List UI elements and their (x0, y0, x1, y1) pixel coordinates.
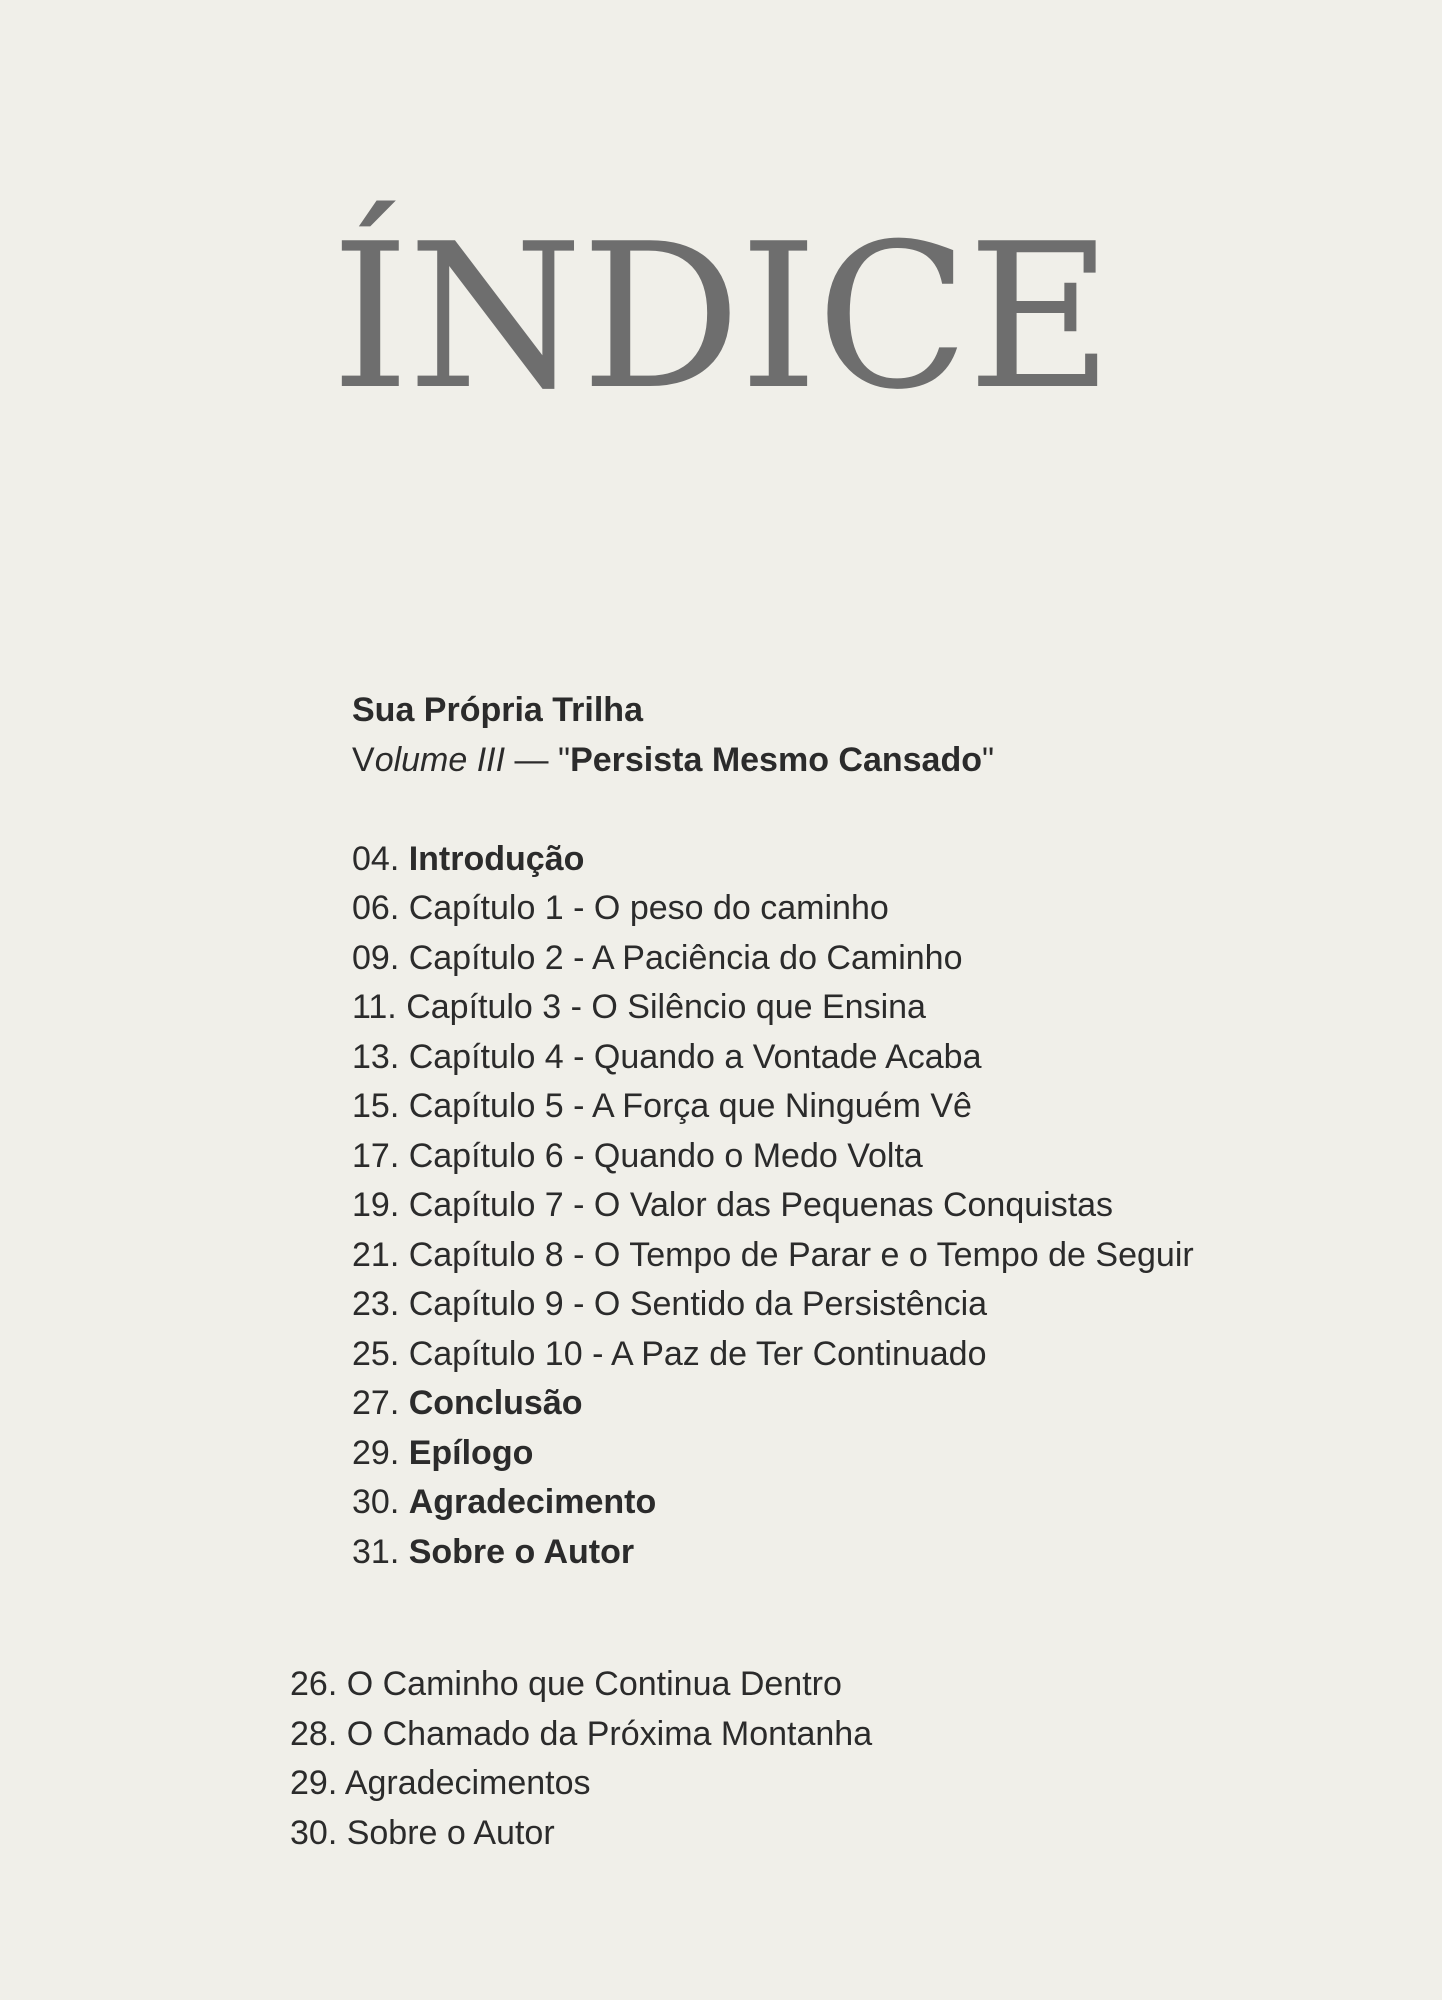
volume-label: olume III (374, 740, 506, 779)
toc-entries (352, 835, 1194, 1578)
toc-entry (352, 1231, 1194, 1281)
spacer (352, 785, 1194, 835)
extra-list (290, 1660, 872, 1858)
toc-entry-number: 21. (352, 1235, 400, 1274)
toc-entry-number: 19. (352, 1186, 400, 1224)
toc-entry-number: 31. (352, 1532, 400, 1571)
toc-entry-number: 09. (352, 938, 400, 977)
toc-entry-number: 17. (352, 1136, 400, 1175)
extra-list-item (290, 1809, 872, 1859)
toc-entry-text: Capítulo 4 - Quando a Vontade Acaba (408, 1037, 982, 1076)
toc-entry-number: 27. (352, 1384, 400, 1422)
toc-entry-text: Capítulo 7 - O Valor das Pequenas Conquistas (408, 1186, 1114, 1224)
extra-item-number: 26. (290, 1665, 338, 1703)
toc-entry (352, 1132, 1194, 1182)
toc-entry (352, 1379, 1194, 1429)
toc-entry-text: Sobre o Autor (408, 1532, 635, 1571)
toc-entry (352, 1528, 1194, 1578)
toc-entry-number: 29. (352, 1433, 400, 1472)
extra-item-number: 29. (290, 1764, 338, 1802)
toc-entry-number: 25. (352, 1334, 400, 1373)
volume-prefix: V (352, 740, 375, 779)
toc-entry-number: 04. (352, 839, 400, 878)
toc-entry (352, 1033, 1194, 1083)
toc-entry (352, 934, 1194, 984)
toc-entry (352, 1330, 1194, 1380)
toc-entry-text: Agradecimento (408, 1483, 657, 1521)
page-title: ÍNDICE (330, 201, 1112, 434)
subtitle-open-quote: " (557, 740, 571, 779)
toc-entry-text: Capítulo 1 - O peso do caminho (408, 889, 889, 927)
toc-entry-text: Capítulo 8 - O Tempo de Parar e o Tempo de Seguir (408, 1235, 1194, 1274)
toc-entry (352, 884, 1194, 934)
toc-entry-number: 13. (352, 1037, 400, 1076)
toc-entry-number: 06. (352, 889, 400, 927)
extra-list-item (290, 1710, 872, 1760)
toc-entry-text: Conclusão (408, 1384, 583, 1422)
toc-entry-text: Epílogo (408, 1433, 534, 1472)
toc-entry-text: Capítulo 3 - O Silêncio que Ensina (406, 988, 926, 1026)
toc-entry (352, 1082, 1194, 1132)
toc-entry-number: 15. (352, 1087, 400, 1125)
subtitle-close-quote: " (982, 740, 995, 779)
extra-list-item (290, 1759, 872, 1809)
extra-item-text: O Caminho que Continua Dentro (346, 1665, 842, 1703)
extra-item-text: O Chamado da Próxima Montanha (346, 1714, 873, 1753)
toc-entry-number: 11. (352, 988, 397, 1026)
volume-line (352, 736, 1194, 786)
table-of-contents (352, 686, 1194, 1577)
toc-entry-number: 23. (352, 1285, 400, 1323)
volume-subtitle: Persista Mesmo Cansado (570, 740, 982, 779)
toc-entry-text: Introdução (408, 839, 585, 878)
toc-entry (352, 1478, 1194, 1528)
toc-entry-text: Capítulo 10 - A Paz de Ter Continuado (408, 1334, 987, 1373)
toc-entry (352, 983, 1194, 1033)
volume-dash: — (505, 740, 558, 779)
toc-entry-text: Capítulo 6 - Quando o Medo Volta (408, 1136, 923, 1175)
toc-entry (352, 1429, 1194, 1479)
extra-item-number: 28. (290, 1714, 338, 1753)
toc-entry-text: Capítulo 9 - O Sentido da Persistência (408, 1285, 988, 1323)
extra-item-text: Sobre o Autor (346, 1813, 555, 1852)
toc-entry (352, 1181, 1194, 1231)
toc-entry (352, 1280, 1194, 1330)
extra-list-item (290, 1660, 872, 1710)
toc-entry-text: Capítulo 5 - A Força que Ninguém Vê (408, 1087, 972, 1125)
toc-entry (352, 835, 1194, 885)
book-title: Sua Própria Trilha (352, 691, 643, 729)
extra-item-text: Agradecimentos (344, 1764, 591, 1802)
toc-entry-text: Capítulo 2 - A Paciência do Caminho (408, 938, 963, 977)
extra-item-number: 30. (290, 1813, 338, 1852)
toc-entry-number: 30. (352, 1483, 400, 1521)
